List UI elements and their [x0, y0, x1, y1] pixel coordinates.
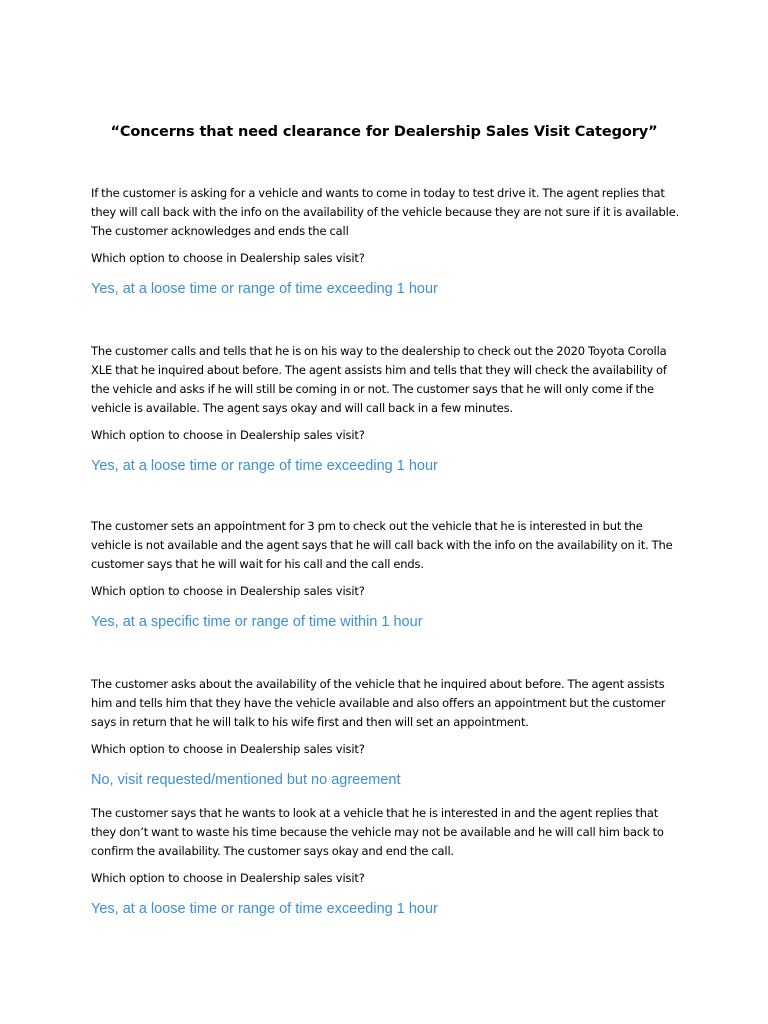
scenario-block	[91, 804, 681, 919]
scenario-block	[91, 342, 681, 476]
scenario-text: The customer sets an appointment for 3 pm to check out the vehicle that he is interested in but the vehicle is not available and the agent says that he will call back with the info on the availability on it. The customer says that he will wait for his call and the call ends.	[91, 519, 673, 571]
scenario-answer: Yes, at a loose time or range of time exceeding 1 hour	[91, 901, 438, 917]
scenario-text: The customer calls and tells that he is on his way to the dealership to check out the 2020 Toyota Corolla XLE that he inquired about before. The agent assists him and tells that they will check the availability of the vehicle and asks if he will still be coming in or not. The customer says that he will only come if the vehicle is available. The agent says okay and will call back in a few minutes.	[91, 344, 667, 415]
scenario-text: The customer says that he wants to look at a vehicle that he is interested in and the agent replies that they don’t want to waste his time because the vehicle may not be available and he will call him back to confirm the availability. The customer says okay and end the call.	[91, 806, 664, 858]
document-title: “Concerns that need clearance for Dealership Sales Visit Category”	[110, 124, 658, 140]
scenario-answer: Yes, at a loose time or range of time exceeding 1 hour	[91, 458, 438, 474]
scenario-question: Which option to choose in Dealership sales visit?	[91, 871, 365, 885]
scenario-question: Which option to choose in Dealership sales visit?	[91, 428, 365, 442]
scenario-text: The customer asks about the availability of the vehicle that he inquired about before. The agent assists him and tells him that they have the vehicle available and also offers an appointment but the customer says in return that he will talk to his wife first and then will set an appointment.	[91, 677, 666, 729]
scenario-answer: Yes, at a specific time or range of time within 1 hour	[91, 614, 423, 630]
scenario-question: Which option to choose in Dealership sales visit?	[91, 742, 365, 756]
scenario-question: Which option to choose in Dealership sales visit?	[91, 584, 365, 598]
scenario-answer: No, visit requested/mentioned but no agreement	[91, 772, 401, 788]
scenario-question: Which option to choose in Dealership sales visit?	[91, 251, 365, 265]
scenario-block	[91, 675, 681, 790]
scenario-block	[91, 184, 681, 299]
scenario-text: If the customer is asking for a vehicle and wants to come in today to test drive it. The agent replies that they will call back with the info on the availability of the vehicle because they are not sure if it is available. The customer acknowledges and ends the call	[91, 186, 680, 238]
scenario-block	[91, 517, 681, 632]
scenario-answer: Yes, at a loose time or range of time exceeding 1 hour	[91, 281, 438, 297]
